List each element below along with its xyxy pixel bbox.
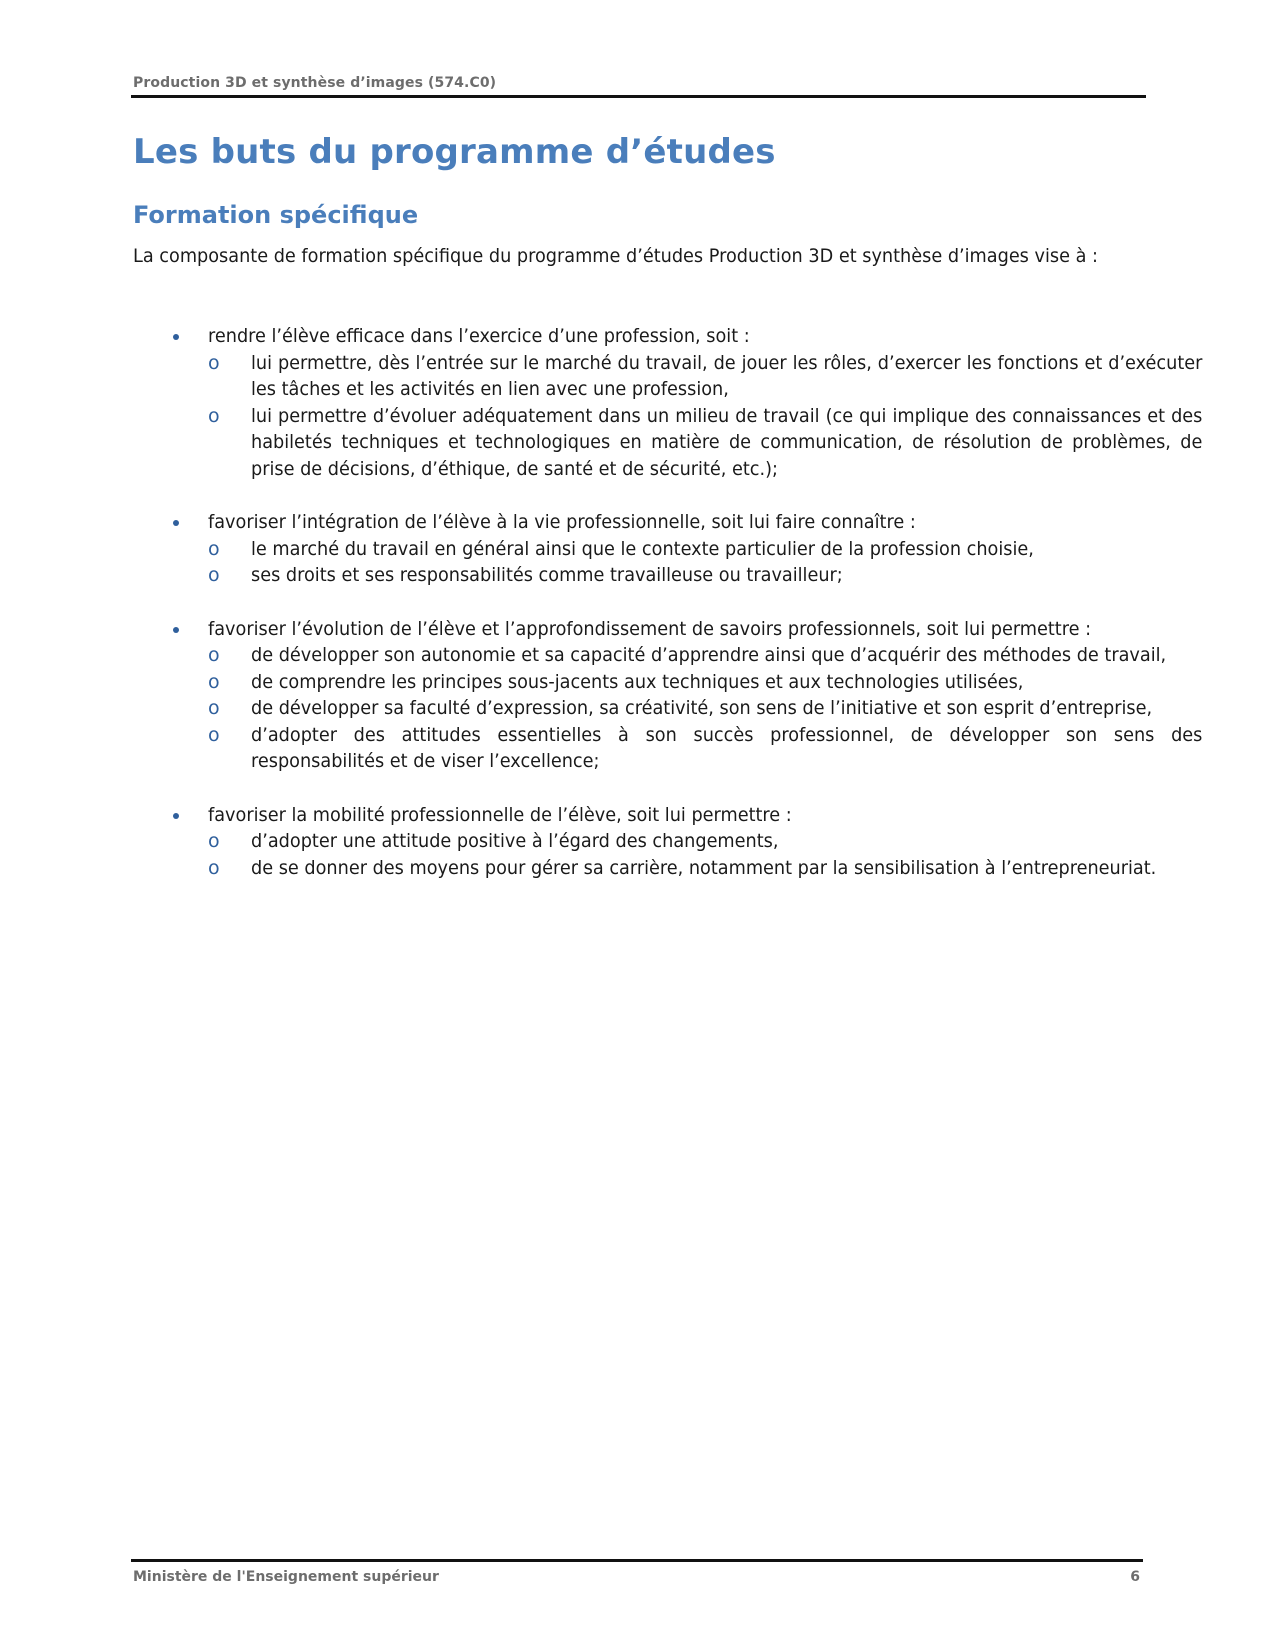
- intro-paragraph: La composante de formation spécifique du programme d’études Production 3D et synthèse d’images vise à :: [133, 245, 1098, 267]
- sub-item-text: ses droits et ses responsabilités comme travailleuse ou travailleur;: [251, 564, 843, 586]
- goal-text: favoriser la mobilité professionnelle de l’élève, soit lui permettre :: [208, 803, 792, 826]
- sub-item-text: d’adopter des attitudes essentielles à son succès professionnel, de développer son sens des responsabilités et de viser l’excellence;: [251, 723, 1203, 772]
- sub-item: [208, 695, 1153, 722]
- goal-text: favoriser l’évolution de l’élève et l’approfondissement de savoirs professionnels, soit lui permettre :: [208, 617, 1092, 640]
- sub-bullet-icon: o: [208, 404, 220, 427]
- sub-bullet-icon: o: [208, 537, 220, 560]
- sub-bullet-icon: o: [208, 856, 220, 879]
- sub-item: [208, 642, 1167, 669]
- sub-item-text: de développer son autonomie et sa capacité d’apprendre ainsi que d’acquérir des méthodes de travail,: [251, 644, 1167, 666]
- sub-bullet-icon: o: [208, 351, 220, 374]
- sub-item: [208, 855, 1157, 882]
- header-divider: [131, 95, 1146, 98]
- sub-item: [208, 350, 1203, 403]
- sub-list: [208, 642, 1203, 775]
- goals-list: [133, 323, 1203, 908]
- goal-text: favoriser l’intégration de l’élève à la vie professionnelle, soit lui faire connaître :: [208, 511, 916, 533]
- sub-item: [208, 562, 1146, 589]
- goal-item: [133, 509, 1146, 589]
- sub-item-text: lui permettre, dès l’entrée sur le marché du travail, de jouer les rôles, d’exercer les fonctions et d’exécuter les tâches et les activités en lien avec une profession,: [251, 351, 1203, 400]
- goal-item: [133, 616, 1203, 775]
- sub-item-text: de développer sa faculté d’expression, sa créativité, son sens de l’initiative et son esprit d’entreprise,: [251, 697, 1153, 719]
- bullet-icon: [173, 520, 179, 526]
- sub-item-text: de se donner des moyens pour gérer sa carrière, notamment par la sensibilisation à l’entrepreneuriat.: [251, 856, 1157, 879]
- sub-item: [208, 828, 1146, 855]
- goal-item: [133, 802, 1157, 882]
- page-title: Les buts du programme d’études: [133, 132, 776, 172]
- sub-item-text: de comprendre les principes sous-jacents aux techniques et aux technologies utilisées,: [251, 670, 1024, 693]
- sub-item: [208, 536, 1146, 563]
- sub-bullet-icon: o: [208, 830, 220, 852]
- sub-bullet-icon: o: [208, 697, 220, 719]
- sub-item: [208, 669, 1146, 696]
- section-title: Formation spécifique: [133, 201, 419, 229]
- page-number: 6: [1130, 1569, 1140, 1585]
- sub-bullet-icon: o: [208, 644, 220, 666]
- sub-item-text: d’adopter une attitude positive à l’égard des changements,: [251, 830, 779, 852]
- bullet-icon: [173, 334, 179, 340]
- sub-item: [208, 722, 1203, 775]
- sub-item-text: le marché du travail en général ainsi que le contexte particulier de la profession choisie,: [251, 537, 1034, 560]
- sub-item: [208, 403, 1203, 483]
- bullet-icon: [173, 813, 179, 819]
- sub-list: [208, 536, 1146, 589]
- goal-item: [133, 323, 1203, 482]
- bullet-icon: [173, 627, 179, 633]
- sub-bullet-icon: o: [208, 670, 220, 693]
- goal-text: rendre l’élève efficace dans l’exercice d’une profession, soit :: [208, 325, 750, 347]
- sub-list: [208, 350, 1203, 483]
- sub-list: [208, 828, 1157, 881]
- sub-bullet-icon: o: [208, 564, 220, 586]
- footer-organization: Ministère de l'Enseignement supérieur: [133, 1569, 439, 1585]
- sub-item-text: lui permettre d’évoluer adéquatement dans un milieu de travail (ce qui implique des connaissances et des habiletés techniques et technologiques en matière de communication, de résolution de problèmes, de prise de décisions, d’éthique, de santé et de sécurité, etc.);: [251, 404, 1203, 480]
- sub-bullet-icon: o: [208, 723, 220, 746]
- running-header: Production 3D et synthèse d’images (574.C0): [133, 75, 497, 91]
- footer-divider: [131, 1559, 1143, 1562]
